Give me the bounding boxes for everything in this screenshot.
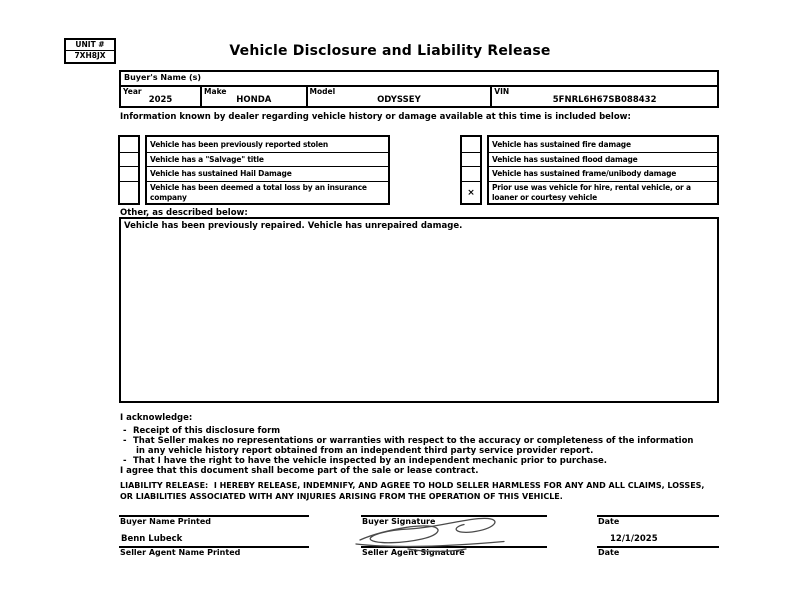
vin-value: 5FNRL6H67SB088432 [552, 95, 657, 105]
make-cell [202, 87, 307, 106]
year-cell [121, 87, 202, 106]
right-checkbox-column [460, 135, 482, 205]
seller-agent-signature-label: Seller Agent Signature [362, 548, 465, 557]
acknowledge-item-2-text-cont: in any vehicle history report obtained from an independent third party service provider report. [136, 446, 594, 456]
checkbox-stolen[interactable] [120, 137, 138, 153]
label-hail-damage: Vehicle has sustained Hail Damage [147, 167, 388, 182]
name-signature-column [119, 515, 309, 558]
seller-agent-name-value: Benn Lubeck [121, 534, 183, 544]
year-label: Year [123, 87, 142, 96]
label-prior-use: Prior use was vehicle for hire, rental vehicle, or a loaner or courtesy vehicle [492, 183, 691, 202]
buyer-name-field[interactable]: Buyer's Name (s) [121, 72, 717, 87]
right-checkbox-labels [487, 135, 719, 205]
agreement-statement: I agree that this document shall become part of the sale or lease contract. [120, 466, 479, 476]
buyer-name-printed-label: Buyer Name Printed [120, 517, 212, 526]
bullet-dash: - [123, 426, 127, 436]
bullet-dash: - [123, 456, 127, 466]
liability-release-statement: LIABILITY RELEASE: I HEREBY RELEASE, INDEMNIFY, AND AGREE TO HOLD SELLER HARMLESS FOR ANY AND ALL CLAIMS, LOSSES, OR LIABILITIES ASSOCIATED WITH ANY INJURIES ARISING FROM THE OPERATION OF THIS VEHICLE. [120, 481, 708, 501]
seller-agent-name-printed-label: Seller Agent Name Printed [120, 548, 241, 557]
acknowledge-item-2 [120, 436, 693, 446]
checkbox-frame-damage[interactable] [462, 167, 480, 182]
checkbox-total-loss[interactable] [120, 182, 138, 203]
checkbox-salvage-title[interactable] [120, 153, 138, 167]
vin-label: VIN [494, 87, 510, 96]
acknowledge-heading: I acknowledge: [120, 413, 193, 423]
buyer-date-label: Date [598, 517, 620, 526]
other-label: Other, as described below: [120, 208, 248, 218]
checkbox-fire-damage[interactable] [462, 137, 480, 153]
left-checkbox-column [118, 135, 140, 205]
vehicle-info-row [121, 87, 717, 106]
handwritten-signature [350, 512, 520, 558]
acknowledge-item-1-text: Receipt of this disclosure form [133, 426, 281, 436]
acknowledge-item-3-text: That I have the right to have the vehicle inspected by an independent mechanic prior to purchase. [133, 456, 607, 466]
make-value: HONDA [236, 95, 272, 105]
seller-agent-date-label: Date [598, 548, 620, 557]
vehicle-info-table [119, 70, 719, 108]
other-description-field[interactable]: Vehicle has been previously repaired. Vehicle has unrepaired damage. [119, 217, 719, 403]
checkbox-prior-use[interactable]: × [467, 187, 475, 198]
year-value: 2025 [148, 95, 173, 105]
label-fire-damage: Vehicle has sustained fire damage [489, 137, 717, 153]
checkbox-flood-damage[interactable] [462, 153, 480, 167]
label-flood-damage: Vehicle has sustained flood damage [489, 153, 717, 167]
left-checkbox-labels [145, 135, 390, 205]
page-title: Vehicle Disclosure and Liability Release [229, 43, 551, 59]
date-value: 12/1/2025 [610, 534, 658, 544]
label-frame-damage: Vehicle has sustained frame/unibody damage [489, 167, 717, 182]
vin-cell [492, 87, 717, 106]
unit-number-value: 7XH8JX [74, 51, 106, 60]
acknowledge-item-2-text: That Seller makes no representations or warranties with respect to the accuracy or completeness of the information [133, 436, 694, 446]
label-total-loss: Vehicle has been deemed a total loss by an insurance company [150, 183, 367, 202]
acknowledge-item-1 [120, 426, 693, 436]
model-cell [308, 87, 493, 106]
make-label: Make [204, 87, 227, 96]
bullet-dash: - [123, 436, 127, 446]
unit-number-box [64, 38, 116, 64]
checkbox-hail-damage[interactable] [120, 167, 138, 182]
label-salvage-title: Vehicle has a "Salvage" title [147, 153, 388, 167]
date-column [597, 515, 719, 558]
acknowledge-item-3 [120, 456, 693, 466]
model-label: Model [309, 87, 336, 96]
unit-number-label: UNIT # [66, 40, 114, 51]
buyer-signature-label: Buyer Signature [362, 517, 436, 526]
model-value: ODYSSEY [377, 95, 421, 105]
acknowledgement-section [120, 413, 693, 466]
disclosure-intro: Information known by dealer regarding vehicle history or damage available at this time is included below: [120, 112, 631, 122]
label-stolen: Vehicle has been previously reported stolen [147, 137, 388, 153]
